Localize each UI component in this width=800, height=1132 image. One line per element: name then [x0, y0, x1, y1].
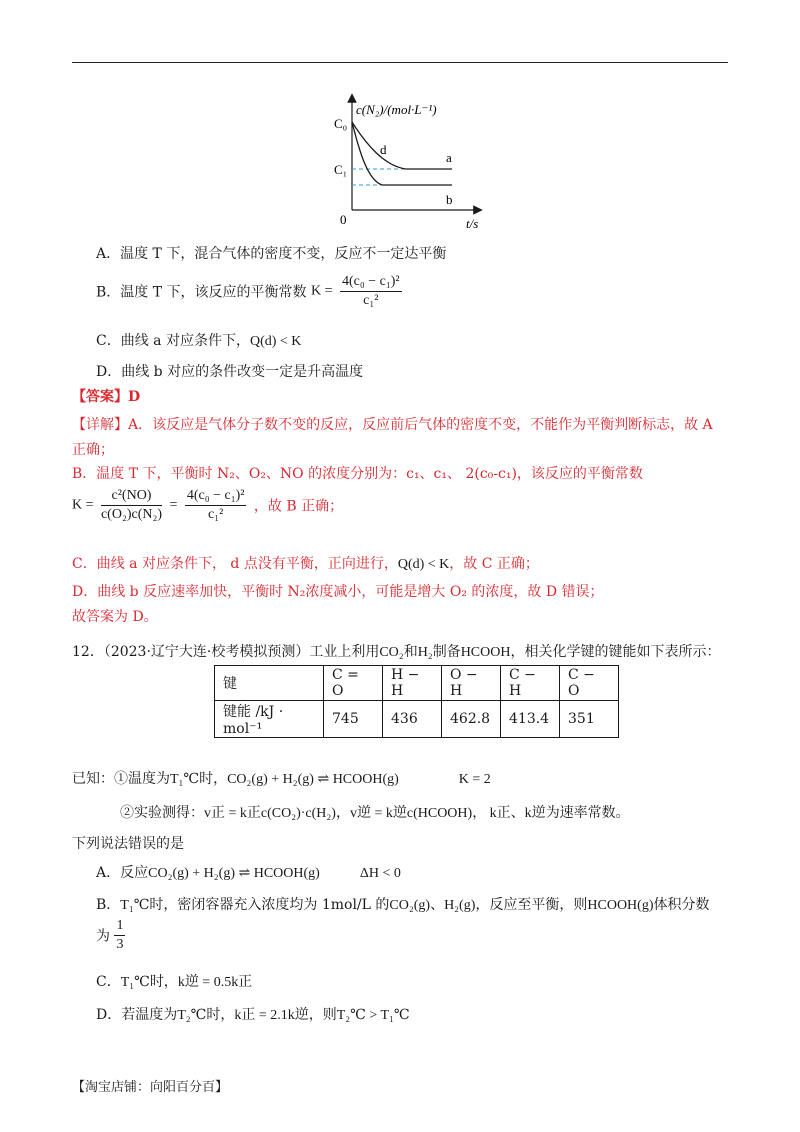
y-axis-label: c(N₂)/(mol·L⁻¹): [356, 102, 437, 117]
known-2-vforward: v正 = k正c(CO₂)·c(H₂): [204, 806, 336, 821]
table-row: [215, 701, 619, 738]
table-cell: 745: [324, 701, 383, 738]
q12-stem: [72, 641, 720, 661]
detail-3-math: Q(d) < K: [397, 557, 450, 572]
detail-k-den-2: c₁²: [208, 507, 224, 522]
q11-option-b-fraction: [340, 274, 402, 309]
q11-option-b-lhs: K =: [310, 283, 333, 299]
q12-stem-a: 12．（2023·辽宁大连·校考模拟预测）工业上利用: [72, 644, 380, 660]
known-1-k: K = 2: [458, 772, 491, 787]
q12-option-c-b: 时，: [149, 974, 178, 990]
detail-3-tail: ，故 C 正确；: [449, 556, 539, 572]
curve-label-b: b: [446, 192, 453, 207]
q11-detail-line-1: 【详解】A．该反应是气体分子数不变的反应，反应前后气体的密度不变，不能作为平衡判断标志，故 A: [72, 417, 713, 433]
q12-option-a: [96, 862, 401, 882]
known-1-temp: T₁℃: [170, 772, 200, 787]
q12-stem-and: 和: [403, 644, 418, 660]
q12-option-b-fraction: [114, 918, 125, 953]
detail-k-fraction-1: [101, 488, 162, 523]
header-rule: [72, 62, 728, 63]
q12-option-b: [96, 894, 710, 914]
detail-k-eq: =: [169, 497, 178, 513]
q12-option-d-a: D．若温度为: [96, 1007, 178, 1023]
detail-k-den-1: c(O₂)c(N₂): [100, 507, 163, 522]
table-cell: 键能 /kJ · mol⁻¹: [215, 701, 324, 738]
q12-option-c: [96, 971, 252, 991]
q12-known-1: [72, 768, 491, 788]
q12-option-b-co2: CO₂(g): [389, 898, 431, 913]
table-header-cell: C = O: [324, 666, 383, 701]
q12-option-b-c: 、: [430, 897, 445, 913]
q12-option-b-a: B．: [96, 897, 121, 913]
q11-detail-line-2: B．温度 T 下，平衡时 N₂、O₂、NO 的浓度分别为：c₁、c₁、 2(c₀-c₁)，该反应的平衡常数: [72, 466, 643, 482]
q12-stem-b: 制备: [432, 644, 461, 660]
x-axis-label: t/s: [466, 216, 479, 231]
q12-option-b-e: 体积分数: [653, 897, 710, 913]
table-cell: 413.4: [501, 701, 560, 738]
q12-stem-hcooh: HCOOH: [460, 645, 511, 660]
detail-k-fraction-2: [185, 488, 247, 523]
y-tick-c1: C₁: [334, 162, 348, 177]
q12-option-d-b: 时，: [206, 1007, 235, 1023]
detail-k-lhs: K =: [72, 497, 94, 513]
table-header-cell: H − H: [383, 666, 442, 701]
curve-label-a: a: [446, 150, 452, 165]
q11-detail-line-5: 故答案为 D。: [72, 609, 158, 625]
table-row: [215, 666, 619, 701]
table-cell: 462.8: [442, 701, 501, 738]
known-1-b: 时，: [199, 771, 228, 787]
bond-energy-table: [214, 665, 619, 738]
q12-option-b-frac-den: 3: [116, 937, 124, 952]
known-2-sep: ，: [335, 805, 350, 821]
q12-option-c-temp: T₁℃: [120, 975, 150, 990]
q11-answer: 【答案】D: [72, 389, 141, 405]
q12-option-d: [96, 1004, 410, 1024]
q12-option-b-hcooh: HCOOH(g): [587, 898, 654, 913]
known-2-b: 为速率常数。: [545, 805, 630, 821]
q12-option-a-dh: ΔH < 0: [359, 866, 401, 881]
y-tick-c0: C₀: [334, 116, 348, 131]
q12-option-b-cont: [96, 918, 125, 953]
q12-option-b-d: ，反应至平衡，则: [475, 897, 588, 913]
q11-option-d: D．曲线 b 对应的条件改变一定是升高温度: [96, 364, 364, 380]
q11-detail-k-equation: [72, 488, 343, 523]
known-2-k: ， k正、k逆: [472, 806, 546, 821]
q12-option-d-c: ，则: [308, 1007, 337, 1023]
q12-option-a-equation: CO₂(g) + H₂(g) ⇌ HCOOH(g): [148, 866, 320, 881]
q12-stem-co2: CO₂: [379, 645, 404, 660]
detail-k-tail: ，故 B 正确；: [253, 498, 344, 515]
q12-option-c-a: C．: [96, 974, 121, 990]
point-label-d: d: [380, 142, 387, 157]
q11-option-c-math: Q(d) < K: [249, 334, 302, 349]
origin-label: 0: [340, 212, 347, 227]
q12-prompt: 下列说法错误的是: [72, 836, 184, 852]
table-header-cell: C − H: [501, 666, 560, 701]
q12-option-d-cmp: T₂℃ > T₁℃: [336, 1008, 410, 1023]
q11-option-b-numerator: 4(c₀ − c₁)²: [340, 274, 402, 292]
q11-option-b-text: B．温度 T 下，该反应的平衡常数: [96, 284, 307, 301]
known-2-vreverse: v逆 = k逆c(HCOOH): [349, 806, 473, 821]
q12-option-c-eq: k逆 = 0.5k正: [177, 975, 253, 990]
q12-option-d-eq: k正 = 2.1k逆: [234, 1008, 309, 1023]
detail-3-text: C．曲线 a 对应条件下， d 点没有平衡，正向进行，: [72, 556, 398, 572]
table-header-cell: C − O: [560, 666, 619, 701]
curve-b: [352, 122, 452, 185]
q12-option-b-h2: H₂(g): [444, 898, 476, 913]
q11-option-b-denominator: c₁²: [363, 293, 379, 308]
q12-option-a-text: A．反应: [96, 865, 149, 881]
q12-stem-c: ，相关化学键的键能如下表所示：: [510, 644, 721, 660]
known-1-a: 已知：①温度为: [72, 771, 170, 787]
concentration-time-chart: [326, 92, 496, 234]
q11-option-b: [96, 274, 405, 309]
known-1-equation: CO₂(g) + H₂(g) ⇌ HCOOH(g): [227, 772, 399, 787]
detail-k-num-2: 4(c₀ − c₁)²: [185, 488, 247, 506]
q11-detail-line-3: [72, 553, 539, 573]
q11-option-c-text: C．曲线 a 对应条件下，: [96, 333, 250, 349]
q11-detail-line-4: D．曲线 b 反应速率加快，平衡时 N₂浓度减小，可能是增大 O₂ 的浓度，故 D 错误；: [72, 584, 604, 600]
q11-detail-line-1b: 正确；: [72, 442, 114, 458]
q11-option-c: [96, 330, 301, 350]
table-header-cell: 键: [215, 666, 324, 701]
footer-shop-label: 【淘宝店铺：向阳百分百】: [72, 1080, 229, 1095]
q12-option-b-b: 时，密闭容器充入浓度均为 1mol/L 的: [149, 897, 390, 913]
q12-option-b-temp: T₁℃: [120, 898, 150, 913]
q12-option-b-frac-num: 1: [114, 918, 125, 936]
table-cell: 351: [560, 701, 619, 738]
table-cell: 436: [383, 701, 442, 738]
detail-k-num-1: c²(NO): [101, 488, 162, 506]
q11-option-a: A．温度 T 下，混合气体的密度不变，反应不一定达平衡: [96, 246, 447, 262]
table-header-cell: O − H: [442, 666, 501, 701]
curve-a: [352, 122, 452, 169]
q12-option-d-temp: T₂℃: [177, 1008, 207, 1023]
known-2-a: ②实验测得：: [120, 805, 204, 821]
q12-option-b-f: 为: [96, 928, 110, 945]
q12-known-2: [120, 802, 630, 822]
q12-stem-h2: H₂: [417, 645, 433, 660]
